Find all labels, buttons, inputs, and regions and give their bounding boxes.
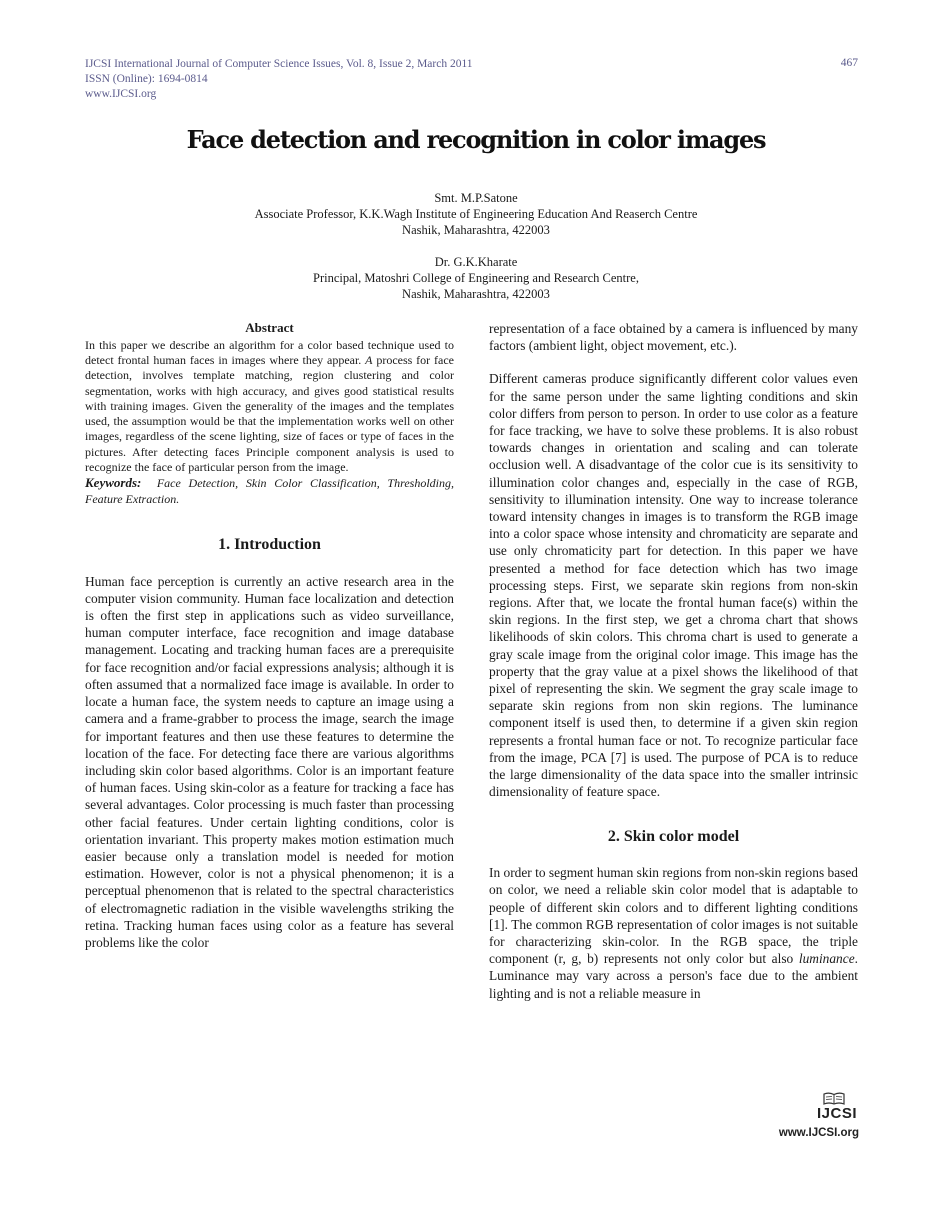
keywords-label: Keywords: (85, 475, 142, 491)
abstract-text: In this paper we describe an algorithm for a color based technique used to detect frontal human faces in images where they appear. A process for face detection, involves template matching, region clustering and color segmentation, works with high accuracy, and gives good statistical results with training images. Given the generality of the images and the templates used, the assumption would be that the implementation works well on other images, regardless of the scene lighting, size of faces or type of faces in the pictures. After detecting faces Principle component analysis is used to recognize the face of particular person from the image. (85, 337, 454, 475)
keywords-text: Face Detection, Skin Color Classification, Thresholding, Feature Extraction. (85, 476, 454, 506)
site-link[interactable]: www.IJCSI.org (85, 88, 157, 100)
section-heading-skin-color-model: 2. Skin color model (607, 828, 740, 846)
book-icon (823, 1092, 845, 1105)
author-address: Nashik, Maharashtra, 422003 (402, 223, 550, 237)
page-number: 467 (840, 57, 858, 69)
left-column (85, 320, 454, 951)
logo-brand: IJCSI (816, 1105, 857, 1122)
paper-title: Face detection and recognition in color images (186, 125, 766, 154)
introduction-paragraph: Human face perception is currently an active research area in the computer vision community. Human face localization and detection is often the first step in applications such as video surveillance, human computer interface, face recognition and image database management. Locating and tracking human faces are a prerequisite for face recognition and/or facial expressions analysis; although it is often assumed that a normalized face image is available. In order to locate a human face, the system needs to capture an image using a camera and a frame-grabber to process the image, search the image for important features and then use these features to determine the location of the face. For detecting face there are various algorithms including skin color based algorithms. Color is an important feature of human faces. Using skin-color as a feature for tracking a face has several advantages. Color processing is much faster than processing other facial features. Under certain lighting conditions, color is orientation invariant. This property makes motion estimation much easier because only a translation model is needed for motion estimation. However, color is not a physical phenomenon; it is a perceptual phenomenon that is related to the spectral characteristics of electromagnetic radiation in the visible wavelengths striking the retina. Tracking human faces using color as a feature has several problems like the color (85, 573, 454, 950)
section-heading-introduction: 1. Introduction (218, 535, 321, 553)
introduction-continuation: representation of a face obtained by a camera is influenced by many factors (ambient light, object movement, etc.). (489, 321, 858, 354)
issn-line: ISSN (Online): 1694-0814 (85, 73, 208, 85)
author-affiliation: Principal, Matoshri College of Engineering and Research Centre, (313, 271, 639, 285)
author-block (0, 190, 952, 302)
author-name: Dr. G.K.Kharate (434, 255, 518, 269)
abstract-heading: Abstract (245, 320, 294, 335)
author-affiliation: Associate Professor, K.K.Wagh Institute of Engineering Education And Reaserch Centre (254, 207, 698, 221)
journal-line: IJCSI International Journal of Computer Science Issues, Vol. 8, Issue 2, March 2011 (85, 58, 473, 70)
introduction-paragraph-2: Different cameras produce significantly different color values even for the same person under the same lighting conditions and skin color differs from person to person. In order to use color as a feature for face tracking, we have to solve these problems. It is also robust towards changes in orientation and scaling and can tolerate occlusion well. A disadvantage of the color cue is its sensitivity to illumination color changes and, especially in the case of RGB, sensitivity to illumination intensity. One way to increase tolerance toward intensity changes in images is to transform the RGB image into a color space whose intensity and chromaticity are separate and use only chromaticity part for detection. In this paper we have presented a method for face detection which has two image processing steps. First, we separate skin regions from non-skin regions. After that, we locate the frontal human face(s) within the skin regions. In the first step, we get a chroma chart that shows likelihoods of skin colors. This chroma chart is used to generate a gray scale image from the original color image. This image has the property that the gray value at a pixel shows the likelihood of that pixel of representing the skin. We segment the gray scale image to separate skin regions from non skin regions. The luminance component itself is used then, to determine if a given skin region represents a frontal human face or not. To recognize particular face from the image, PCA [7] is used. The purpose of PCA is to reduce the large dimensionality of the data space into the smaller intrinsic dimensionality of feature space. (489, 371, 858, 800)
keywords (85, 475, 454, 507)
logo-url[interactable]: www.IJCSI.org (778, 1127, 859, 1139)
running-header (85, 57, 473, 102)
author-name: Smt. M.P.Satone (434, 191, 518, 205)
right-column (489, 320, 858, 1002)
author-address: Nashik, Maharashtra, 422003 (402, 287, 550, 301)
ijcsi-logo (769, 1092, 859, 1139)
skin-color-paragraph: In order to segment human skin regions from non-skin regions based on color, we need a reliable skin color model that is adaptable to people of different skin colors and to different lighting conditions [1]. The common RGB representation of color images is not suitable for characterizing skin-color. In the RGB space, the triple component (r, g, b) represents not only color but also luminance. Luminance may vary across a person's face due to the ambient lighting and is not a reliable measure in (489, 865, 858, 1001)
